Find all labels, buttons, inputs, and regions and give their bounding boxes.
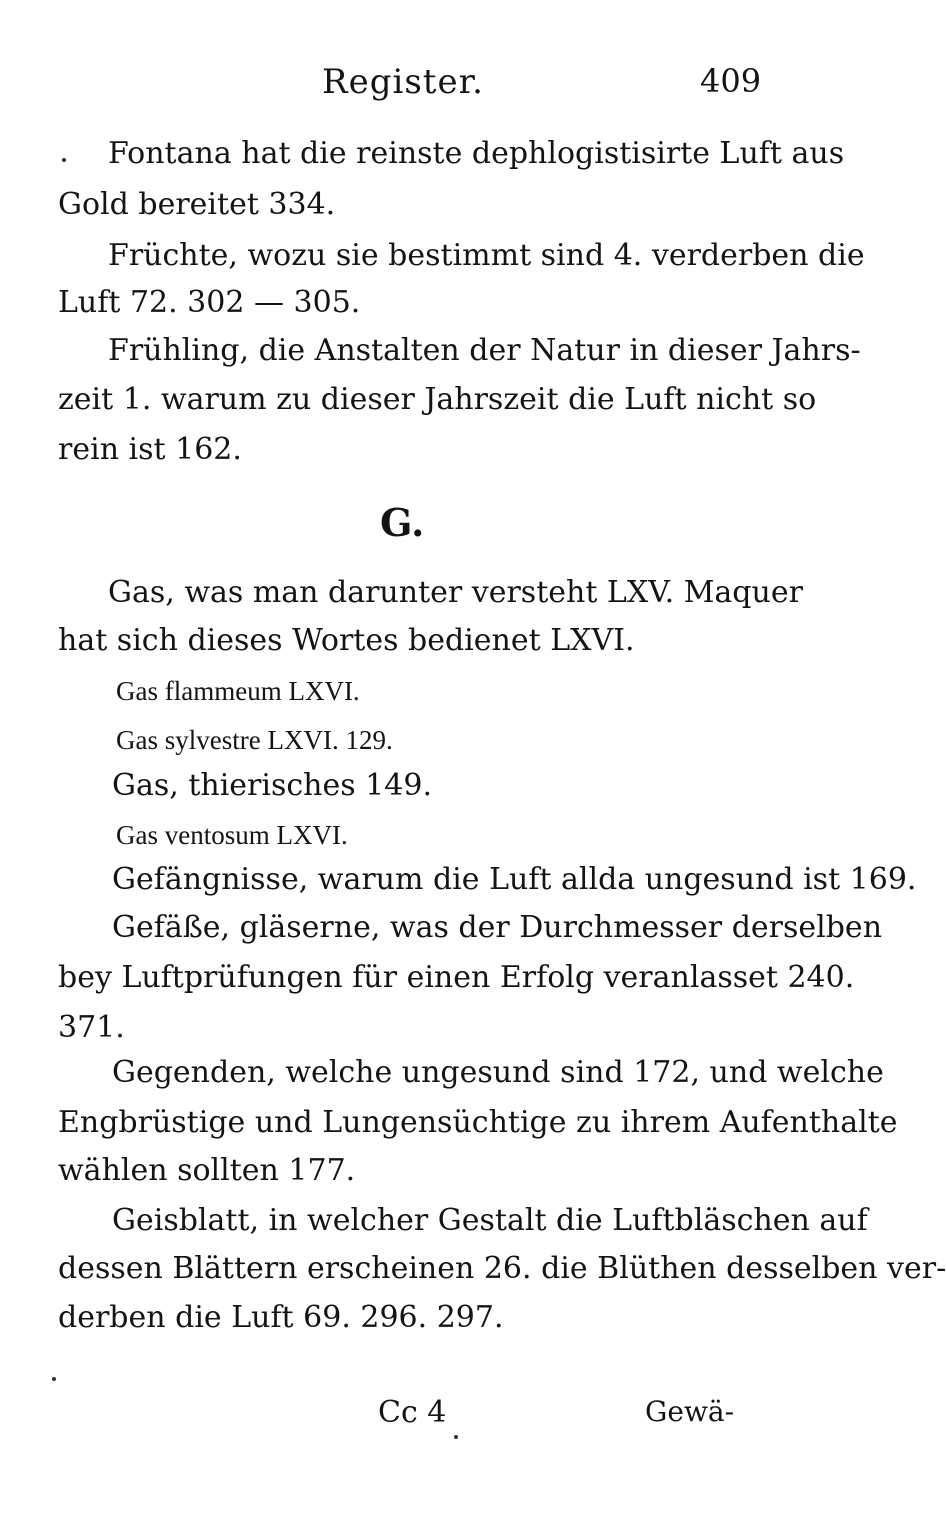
entry-line: bey Luftprüfungen für einen Erfolg veranlasset 240. — [58, 960, 855, 995]
print-speck — [454, 1435, 458, 1439]
entry-line: Fontana hat die reinste dephlogistisirte Luft aus — [108, 136, 845, 171]
entry-line: Engbrüstige und Lungensüchtige zu ihrem Aufenthalte — [58, 1105, 898, 1140]
entry-line: Frühling, die Anstalten der Natur in dieser Jahrs- — [108, 333, 861, 368]
entry-line: Gas, was man darunter versteht LXV. Maquer — [108, 575, 803, 610]
entry-line: Gold bereitet 334. — [58, 187, 336, 222]
entry-line: Geisblatt, in welcher Gestalt die Luftbläschen auf — [112, 1203, 868, 1238]
entry-line: Früchte, wozu sie bestimmt sind 4. verderben die — [108, 238, 865, 273]
entry-line: Gegenden, welche ungesund sind 172, und welche — [112, 1055, 884, 1090]
section-letter: G. — [380, 500, 425, 545]
entry-line: Luft 72. 302 — 305. — [58, 285, 361, 320]
entry-line: zeit 1. warum zu dieser Jahrszeit die Luft nicht so — [58, 382, 817, 417]
entry-line: hat sich dieses Wortes bedienet LXVI. — [58, 623, 635, 658]
entry-line: Gas ventosum LXVI. — [116, 820, 348, 850]
entry-line: rein ist 162. — [58, 432, 242, 467]
entry-line: derben die Luft 69. 296. 297. — [58, 1300, 504, 1335]
running-head-title: Register. — [322, 62, 484, 102]
entry-line: wählen sollten 177. — [58, 1153, 356, 1188]
signature-mark: Cc 4 — [378, 1395, 447, 1430]
print-speck — [62, 158, 66, 162]
catchword: Gewä- — [645, 1395, 735, 1428]
entry-line: dessen Blättern erscheinen 26. die Blüthen desselben ver- — [58, 1251, 946, 1286]
entry-line: Gas flammeum LXVI. — [116, 676, 360, 706]
entry-line: Gefäße, gläserne, was der Durchmesser derselben — [112, 910, 883, 945]
entry-line: 371. — [58, 1010, 125, 1045]
entry-line: Gas sylvestre LXVI. 129. — [116, 725, 393, 755]
page-number: 409 — [700, 62, 762, 100]
entry-line: Gas, thierisches 149. — [112, 768, 432, 803]
print-speck — [52, 1377, 56, 1381]
entry-line: Gefängnisse, warum die Luft allda ungesund ist 169. — [112, 862, 917, 897]
